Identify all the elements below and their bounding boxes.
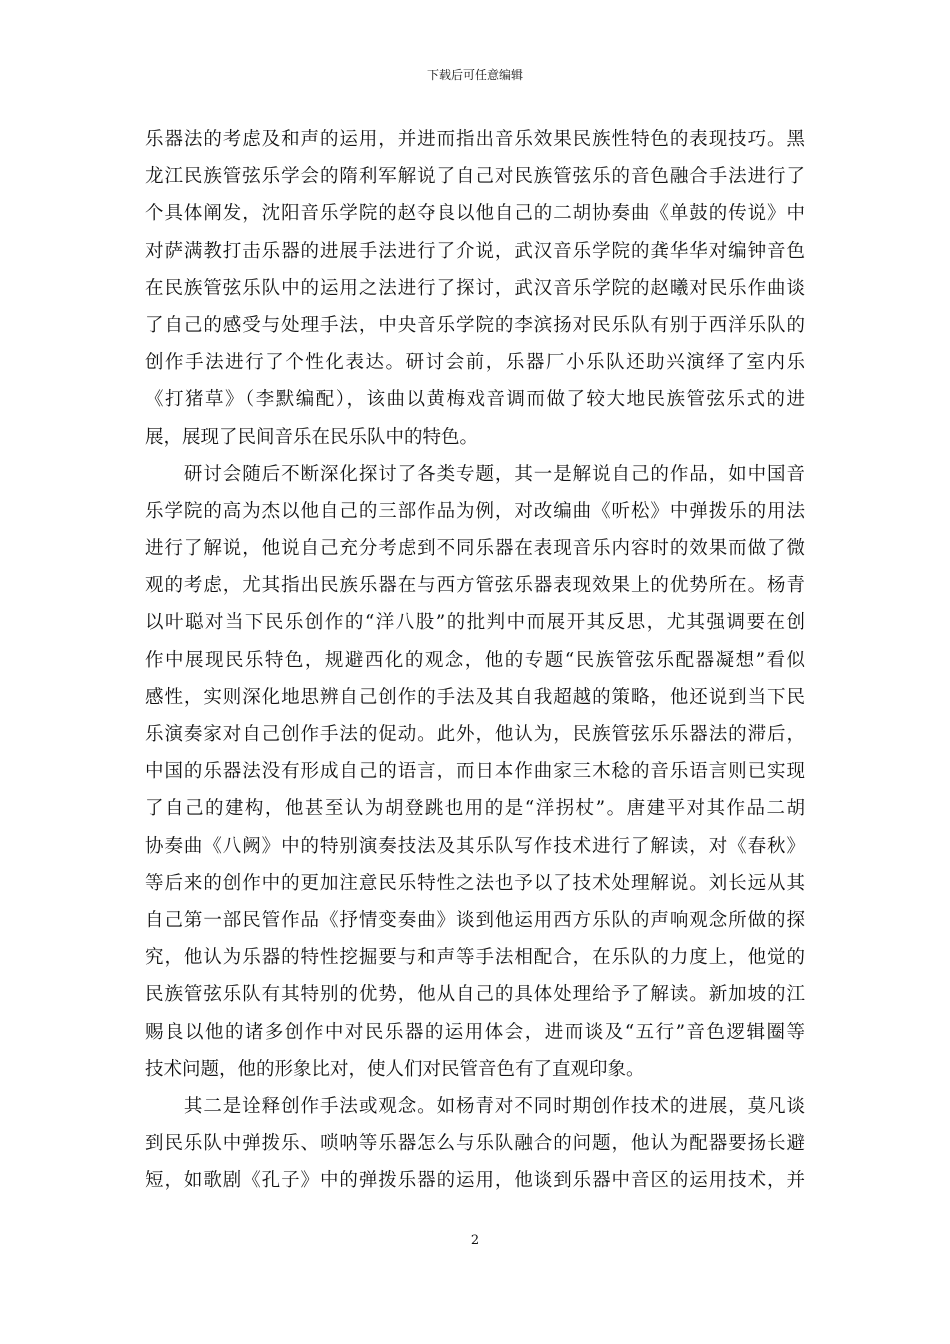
text-line: 等后来的创作中的更加注意民乐特性之法也予以了技术处理解说。刘长远从其 — [145, 872, 805, 894]
text-line: 进行了解说，他说自己充分考虑到不同乐器在表现音乐内容时的效果而做了微 — [145, 538, 805, 560]
text-line: 作中展现民乐特色，规避西化的观念，他的专题“民族管弦乐配器凝想”看似 — [145, 649, 805, 671]
text-line: 观的考虑，尤其指出民族乐器在与西方管弦乐器表现效果上的优势所在。杨青 — [145, 575, 805, 597]
text-line: 短，如歌剧《孔子》中的弹拨乐器的运用，他谈到乐器中音区的运用技术，并 — [145, 1170, 805, 1192]
text-line: 《打猪草》（李默编配），该曲以黄梅戏音调而做了较大地民族管弦乐式的进 — [145, 389, 805, 411]
text-line: 究，他认为乐器的特性挖掘要与和声等手法相配合，在乐队的力度上，他觉的 — [145, 947, 805, 969]
page-header: 下载后可任意编辑 — [426, 68, 523, 82]
text-line: 到民乐队中弹拨乐、唢呐等乐器怎么与乐队融合的问题，他认为配器要扬长避 — [145, 1133, 805, 1155]
text-line: 研讨会随后不断深化探讨了各类专题，其一是解说自己的作品，如中国音 — [145, 463, 805, 485]
text-line: 自己第一部民管作品《抒情变奏曲》谈到他运用西方乐队的声响观念所做的探 — [145, 909, 805, 931]
page-number: 2 — [470, 1233, 480, 1248]
text-line: 对萨满教打击乐器的进展手法进行了介说，武汉音乐学院的龚华华对编钟音色 — [145, 240, 805, 262]
text-line: 感性，实则深化地思辨自己创作的手法及其自我超越的策略，他还说到当下民 — [145, 686, 805, 708]
text-line: 创作手法进行了个性化表达。研讨会前，乐器厂小乐队还助兴演绎了室内乐 — [145, 352, 805, 374]
text-line: 其二是诠释创作手法或观念。如杨青对不同时期创作技术的进展，莫凡谈 — [145, 1095, 805, 1117]
text-line: 技术问题，他的形象比对，使人们对民管音色有了直观印象。 — [145, 1058, 645, 1080]
text-line: 龙江民族管弦乐学会的隋利军解说了自己对民族管弦乐的音色融合手法进行了 — [145, 166, 805, 188]
text-line: 了自己的建构，他甚至认为胡登跳也用的是“洋拐杖”。唐建平对其作品二胡 — [145, 798, 805, 820]
text-line: 民族管弦乐队有其特别的优势，他从自己的具体处理给予了解读。新加坡的江 — [145, 984, 805, 1006]
text-line: 协奏曲《八阙》中的特别演奏技法及其乐队写作技术进行了解读，对《春秋》 — [145, 835, 805, 857]
text-line: 以叶聪对当下民乐创作的“洋八股”的批判中而展开其反思，尤其强调要在创 — [145, 612, 805, 634]
text-line: 个具体阐发，沈阳音乐学院的赵夺良以他自己的二胡协奏曲《单鼓的传说》中 — [145, 203, 805, 225]
text-line: 赐良以他的诸多创作中对民乐器的运用体会，进而谈及“五行”音色逻辑圈等 — [145, 1021, 805, 1043]
document-body — [145, 121, 805, 1199]
text-line: 展，展现了民间音乐在民乐队中的特色。 — [145, 426, 479, 448]
text-line: 中国的乐器法没有形成自己的语言，而日本作曲家三木稔的音乐语言则已实现 — [145, 761, 805, 783]
text-line: 了自己的感受与处理手法，中央音乐学院的李滨扬对民乐队有别于西洋乐队的 — [145, 314, 805, 336]
text-line: 乐演奏家对自己创作手法的促动。此外，他认为，民族管弦乐乐器法的滞后， — [145, 724, 805, 745]
text-line: 乐器法的考虑及和声的运用，并进而指出音乐效果民族性特色的表现技巧。黑 — [145, 129, 805, 150]
text-line: 乐学院的高为杰以他自己的三部作品为例，对改编曲《听松》中弹拨乐的用法 — [145, 500, 805, 522]
text-line: 在民族管弦乐队中的运用之法进行了探讨，武汉音乐学院的赵曦对民乐作曲谈 — [145, 277, 805, 299]
